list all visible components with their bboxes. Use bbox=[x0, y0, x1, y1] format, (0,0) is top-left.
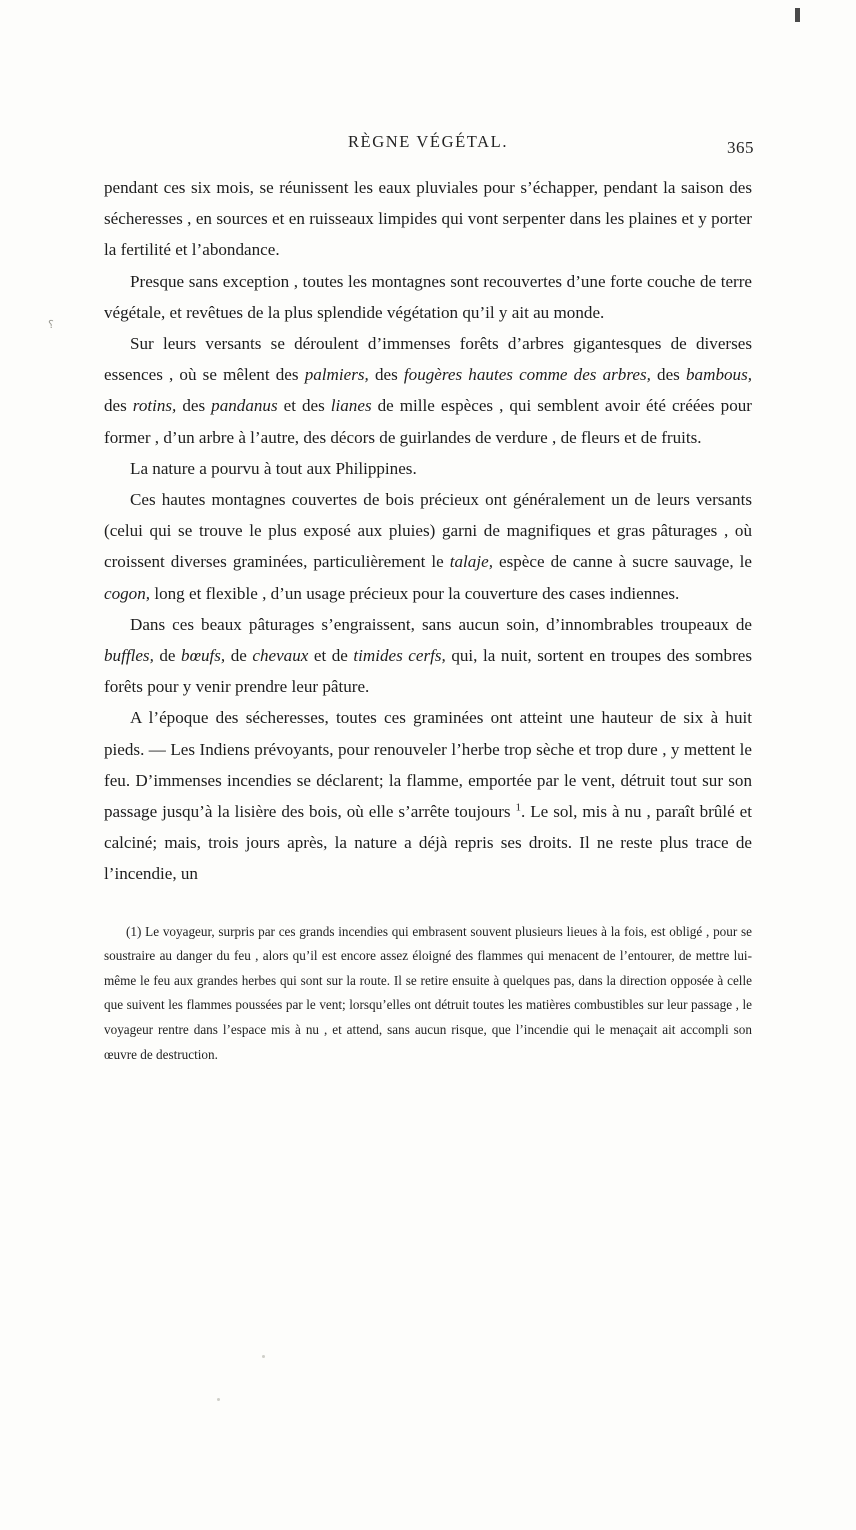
text-run: des bbox=[650, 365, 686, 385]
emphasis-term: buffles, bbox=[104, 646, 154, 666]
emphasis-term: timides cerfs, bbox=[353, 646, 446, 666]
body-paragraph bbox=[104, 266, 752, 328]
emphasis-term: pandanus bbox=[211, 396, 278, 416]
footnote-reference: 1 bbox=[515, 801, 522, 814]
body-paragraph bbox=[104, 328, 752, 453]
body-paragraph bbox=[104, 609, 752, 703]
text-run: Dans ces beaux pâturages s’engraissent, sans aucun soin, d’innombrables troupeaux de bbox=[130, 614, 752, 634]
emphasis-term: bambous, bbox=[686, 365, 753, 385]
emphasis-term: lianes bbox=[330, 396, 372, 416]
emphasis-term: fougères hautes comme des arbres, bbox=[403, 365, 651, 385]
running-title: RÈGNE VÉGÉTAL. bbox=[347, 132, 509, 151]
text-run: et des bbox=[277, 396, 331, 416]
body-paragraph bbox=[104, 702, 752, 889]
paper-speck bbox=[217, 1398, 220, 1401]
text-run: et de bbox=[308, 646, 354, 666]
emphasis-term: chevaux bbox=[252, 646, 309, 666]
text-run: . Le sol, mis à nu , paraît brûlé et calciné; mais, trois jours après, la nature a déjà repris ses droits. Il ne reste plus trace de l’incendie, un bbox=[104, 802, 752, 884]
emphasis-term: palmiers, bbox=[304, 365, 369, 385]
text-run: A l’époque des sécheresses, toutes ces graminées ont atteint une hauteur de six à huit pieds. — Les Indiens prévoyants, pour renouveler l’herbe trop sèche et trop dure , y mettent le feu. D’immenses incendies se déclarent; la flamme, emportée par le vent, détruit tout sur son passage jusqu’à la lisière des bois, où elle s’arrête toujours bbox=[104, 708, 752, 822]
footnote-text: (1) Le voyageur, surpris par ces grands incendies qui embrasent souvent plusieurs lieues à la fois, est obligé , pour se soustraire au danger du feu , alors qu’il est encore assez éloigné des flammes qui menacent de l’entourer, de mettre lui-même le feu aux grandes herbes qui sont sur la route. Il se retire ensuite à quelques pas, dans la direction opposée à celle que suivent les flammes poussées par le vent; lorsqu’elles ont détruit toutes les matières combustibles sur leur passage , le voyageur rentre dans l’espace mis à nu , et attend, sans aucun risque, que l’incendie qui le menaçait ait accompli son œuvre de destruction. bbox=[104, 923, 752, 1062]
text-run: long et flexible , d’un usage précieux pour la couverture des cases indiennes. bbox=[150, 583, 680, 603]
text-run: des bbox=[368, 365, 404, 385]
text-run: Sur leurs versants se déroulent d’immenses forêts d’arbres gigantesques de diverses essences , où se mêlent des bbox=[104, 334, 752, 385]
page-content bbox=[104, 132, 752, 1067]
text-run: de bbox=[153, 646, 182, 666]
emphasis-term: talaje, bbox=[449, 552, 493, 572]
text-run: La nature a pourvu à tout aux Philippines. bbox=[130, 458, 417, 478]
text-run: espèce de canne à sucre sauvage, le bbox=[492, 552, 752, 572]
text-run: Ces hautes montagnes couvertes de bois précieux ont généralement un de leurs versants (celui qui se trouve le plus exposé aux pluies) garni de magnifiques et gras pâturages , où croissent diverses graminées, particulièrement le bbox=[104, 490, 752, 572]
margin-speck: ⸮ bbox=[48, 319, 54, 331]
text-run: de mille espèces , qui semblent avoir été créées pour former , d’un arbre à l’autre, des décors de guirlandes de verdure , de fleurs et de fruits. bbox=[104, 396, 752, 447]
text-run: de bbox=[225, 646, 253, 666]
body-paragraph bbox=[104, 453, 752, 484]
page-number: 365 bbox=[727, 138, 754, 157]
text-run: Presque sans exception , toutes les montagnes sont recouvertes d’une forte couche de terre végétale, et revêtues de la plus splendide végétation qu’il y ait au monde. bbox=[104, 271, 752, 322]
scan-edge-mark bbox=[795, 8, 800, 22]
text-run: qui, la nuit, sortent en troupes des sombres forêts pour y venir prendre leur pâture. bbox=[104, 646, 753, 697]
body-text bbox=[104, 172, 752, 890]
text-run: des bbox=[176, 396, 212, 416]
text-run: pendant ces six mois, se réunissent les eaux pluviales pour s’échapper, pendant la saison des sécheresses , en sources et en ruisseaux limpides qui vont serpenter dans les plaines et y porter la fertilité et l’abondance. bbox=[104, 178, 752, 260]
emphasis-term: bœufs, bbox=[181, 646, 226, 666]
body-paragraph bbox=[104, 484, 752, 609]
body-paragraph bbox=[104, 172, 752, 266]
paper-speck bbox=[262, 1355, 265, 1358]
footnote-block bbox=[104, 920, 752, 1068]
text-run: des bbox=[104, 396, 133, 416]
emphasis-term: cogon, bbox=[104, 583, 151, 603]
emphasis-term: rotins, bbox=[132, 396, 177, 416]
page-header bbox=[104, 132, 752, 158]
